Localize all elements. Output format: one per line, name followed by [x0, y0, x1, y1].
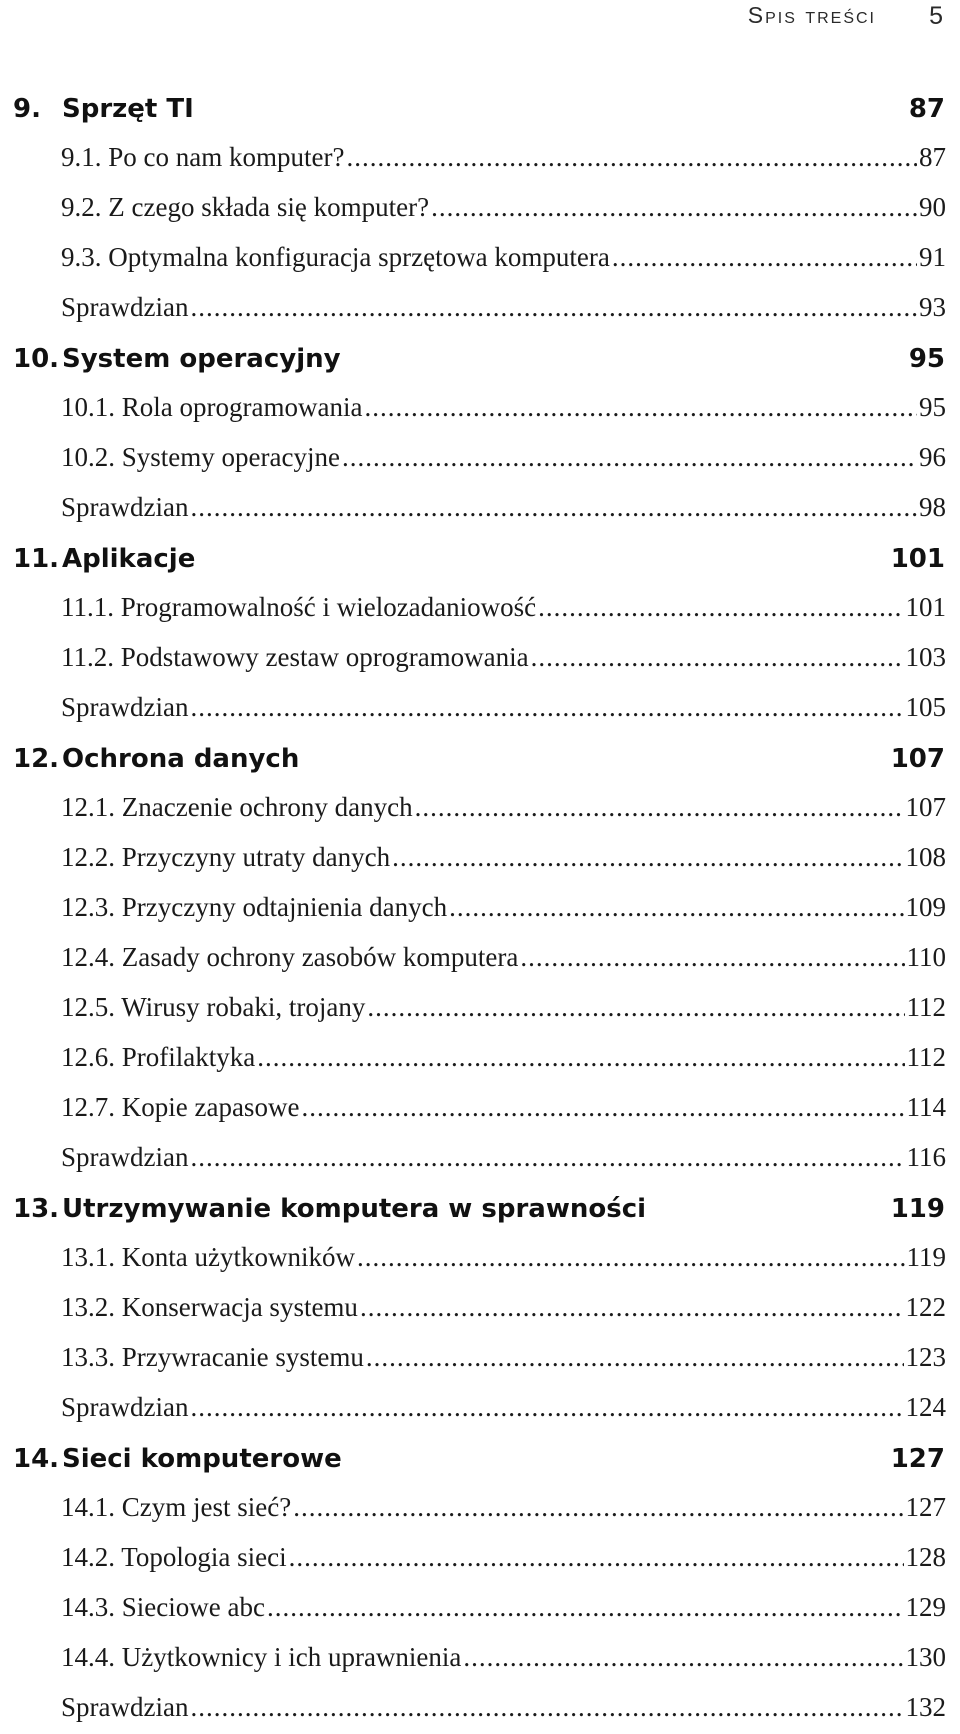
chapter-number: 12. — [13, 744, 60, 774]
chapter-heading[interactable] — [0, 1434, 960, 1484]
entry-title: 12.4. Zasady ochrony zasobów komputera — [61, 942, 519, 972]
entry-title: 13.1. Konta użytkowników — [61, 1242, 355, 1272]
dot-leader — [190, 1692, 903, 1723]
entry-title: Sprawdzian — [61, 1692, 189, 1722]
chapter-page-number: 127 — [890, 1444, 945, 1474]
entry-title: 12.3. Przyczyny odtajnienia danych — [61, 892, 448, 922]
chapter-number: 14. — [13, 1444, 60, 1474]
toc-entry[interactable] — [0, 984, 960, 1034]
entry-title: 10.1. Rola oprogramowania — [61, 392, 363, 422]
chapter-heading[interactable] — [0, 84, 960, 134]
entry-page-number: 95 — [919, 392, 946, 422]
entry-page-number: 128 — [905, 1542, 946, 1572]
entry-title: 14.2. Topologia sieci — [61, 1542, 287, 1572]
entry-title: Sprawdzian — [61, 292, 189, 322]
dot-leader — [357, 1242, 905, 1273]
entry-page-number: 90 — [919, 192, 946, 222]
dot-leader — [431, 192, 917, 223]
dot-leader — [293, 1492, 903, 1523]
dot-leader — [190, 492, 917, 523]
chapter-title: Ochrona danych — [62, 744, 300, 774]
toc-entry[interactable] — [0, 234, 960, 284]
toc-entry[interactable] — [0, 1584, 960, 1634]
entry-title: Sprawdzian — [61, 492, 189, 522]
toc-entry[interactable] — [0, 1084, 960, 1134]
entry-page-number: 119 — [906, 1242, 946, 1272]
dot-leader — [190, 1142, 904, 1173]
entry-page-number: 132 — [905, 1692, 946, 1722]
entry-page-number: 112 — [906, 992, 946, 1022]
dot-leader — [346, 142, 917, 173]
dot-leader — [360, 1292, 904, 1323]
entry-title: 12.2. Przyczyny utraty danych — [61, 842, 391, 872]
toc-entry[interactable] — [0, 284, 960, 334]
entry-title: 9.2. Z czego składa się komputer? — [61, 192, 430, 222]
toc-entry[interactable] — [0, 1134, 960, 1184]
toc-entry[interactable] — [0, 1684, 960, 1734]
chapter-heading[interactable] — [0, 734, 960, 784]
dot-leader — [257, 1042, 904, 1073]
entry-title: 14.3. Sieciowe abc — [61, 1592, 265, 1622]
entry-page-number: 130 — [905, 1642, 946, 1672]
entry-page-number: 122 — [905, 1292, 946, 1322]
table-of-contents — [0, 84, 960, 1734]
toc-entry[interactable] — [0, 834, 960, 884]
entry-page-number: 112 — [906, 1042, 946, 1072]
toc-entry[interactable] — [0, 484, 960, 534]
dot-leader — [366, 1342, 904, 1373]
dot-leader — [367, 992, 904, 1023]
entry-page-number: 109 — [905, 892, 946, 922]
toc-entry[interactable] — [0, 1234, 960, 1284]
toc-entry[interactable] — [0, 634, 960, 684]
entry-title: 12.1. Znaczenie ochrony danych — [61, 792, 413, 822]
entry-page-number: 96 — [919, 442, 946, 472]
chapter-page-number: 119 — [890, 1194, 945, 1224]
toc-entry[interactable] — [0, 184, 960, 234]
entry-page-number: 108 — [905, 842, 946, 872]
toc-entry[interactable] — [0, 1634, 960, 1684]
dot-leader — [520, 942, 904, 973]
entry-title: 11.1. Programowalność i wielozadaniowość — [61, 592, 537, 622]
dot-leader — [449, 892, 903, 923]
entry-title: 12.7. Kopie zapasowe — [61, 1092, 300, 1122]
entry-page-number: 107 — [905, 792, 946, 822]
chapter-number: 9. — [13, 94, 41, 124]
dot-leader — [364, 392, 917, 423]
chapter-heading[interactable] — [0, 334, 960, 384]
toc-entry[interactable] — [0, 1384, 960, 1434]
toc-entry[interactable] — [0, 384, 960, 434]
chapter-heading[interactable] — [0, 1184, 960, 1234]
page-number: 5 — [929, 2, 943, 30]
toc-entry[interactable] — [0, 584, 960, 634]
entry-page-number: 124 — [905, 1392, 946, 1422]
toc-entry[interactable] — [0, 684, 960, 734]
entry-page-number: 127 — [905, 1492, 946, 1522]
chapter-page-number: 107 — [890, 744, 945, 774]
entry-title: 13.3. Przywracanie systemu — [61, 1342, 364, 1372]
dot-leader — [267, 1592, 904, 1623]
toc-entry[interactable] — [0, 884, 960, 934]
dot-leader — [190, 692, 903, 723]
entry-page-number: 91 — [919, 242, 946, 272]
toc-entry[interactable] — [0, 434, 960, 484]
chapter-title: Utrzymywanie komputera w sprawności — [62, 1194, 647, 1224]
entry-page-number: 103 — [905, 642, 946, 672]
chapter-number: 11. — [13, 544, 60, 574]
entry-title: 11.2. Podstawowy zestaw oprogramowania — [61, 642, 529, 672]
chapter-number: 10. — [13, 344, 60, 374]
chapter-page-number: 101 — [890, 544, 945, 574]
chapter-title: Sprzęt TI — [62, 94, 194, 124]
entry-title: 12.6. Profilaktyka — [61, 1042, 256, 1072]
entry-page-number: 98 — [919, 492, 946, 522]
entry-page-number: 116 — [906, 1142, 946, 1172]
toc-entry[interactable] — [0, 1334, 960, 1384]
entry-page-number: 101 — [905, 592, 946, 622]
dot-leader — [342, 442, 917, 473]
dot-leader — [190, 1392, 903, 1423]
entry-title: Sprawdzian — [61, 1392, 189, 1422]
dot-leader — [612, 242, 917, 273]
toc-entry[interactable] — [0, 784, 960, 834]
entry-title: 10.2. Systemy operacyjne — [61, 442, 340, 472]
toc-entry[interactable] — [0, 1534, 960, 1584]
toc-entry[interactable] — [0, 1284, 960, 1334]
chapter-title: System operacyjny — [62, 344, 341, 374]
entry-page-number: 129 — [905, 1592, 946, 1622]
dot-leader — [538, 592, 903, 623]
dot-leader — [531, 642, 904, 673]
chapter-page-number: 95 — [908, 344, 945, 374]
toc-entry[interactable] — [0, 134, 960, 184]
dot-leader — [463, 1642, 903, 1673]
dot-leader — [289, 1542, 904, 1573]
entry-title: 12.5. Wirusy robaki, trojany — [61, 992, 366, 1022]
toc-entry[interactable] — [0, 1034, 960, 1084]
entry-page-number: 110 — [906, 942, 946, 972]
entry-page-number: 123 — [905, 1342, 946, 1372]
chapter-heading[interactable] — [0, 534, 960, 584]
entry-title: 13.2. Konserwacja systemu — [61, 1292, 358, 1322]
dot-leader — [392, 842, 903, 873]
entry-page-number: 87 — [919, 142, 946, 172]
entry-page-number: 93 — [919, 292, 946, 322]
toc-entry[interactable] — [0, 934, 960, 984]
toc-entry[interactable] — [0, 1484, 960, 1534]
entry-page-number: 114 — [906, 1092, 946, 1122]
entry-page-number: 105 — [905, 692, 946, 722]
entry-title: 9.3. Optymalna konfiguracja sprzętowa komputera — [61, 242, 610, 272]
dot-leader — [190, 292, 917, 323]
entry-title: 14.1. Czym jest sieć? — [61, 1492, 292, 1522]
entry-title: Sprawdzian — [61, 692, 189, 722]
chapter-title: Aplikacje — [62, 544, 196, 574]
entry-title: 9.1. Po co nam komputer? — [61, 142, 345, 172]
chapter-page-number: 87 — [908, 94, 945, 124]
entry-title: 14.4. Użytkownicy i ich uprawnienia — [61, 1642, 462, 1672]
dot-leader — [415, 792, 904, 823]
chapter-title: Sieci komputerowe — [62, 1444, 342, 1474]
entry-title: Sprawdzian — [61, 1142, 189, 1172]
chapter-number: 13. — [13, 1194, 60, 1224]
dot-leader — [301, 1092, 904, 1123]
section-title: Spis treści — [747, 2, 876, 28]
